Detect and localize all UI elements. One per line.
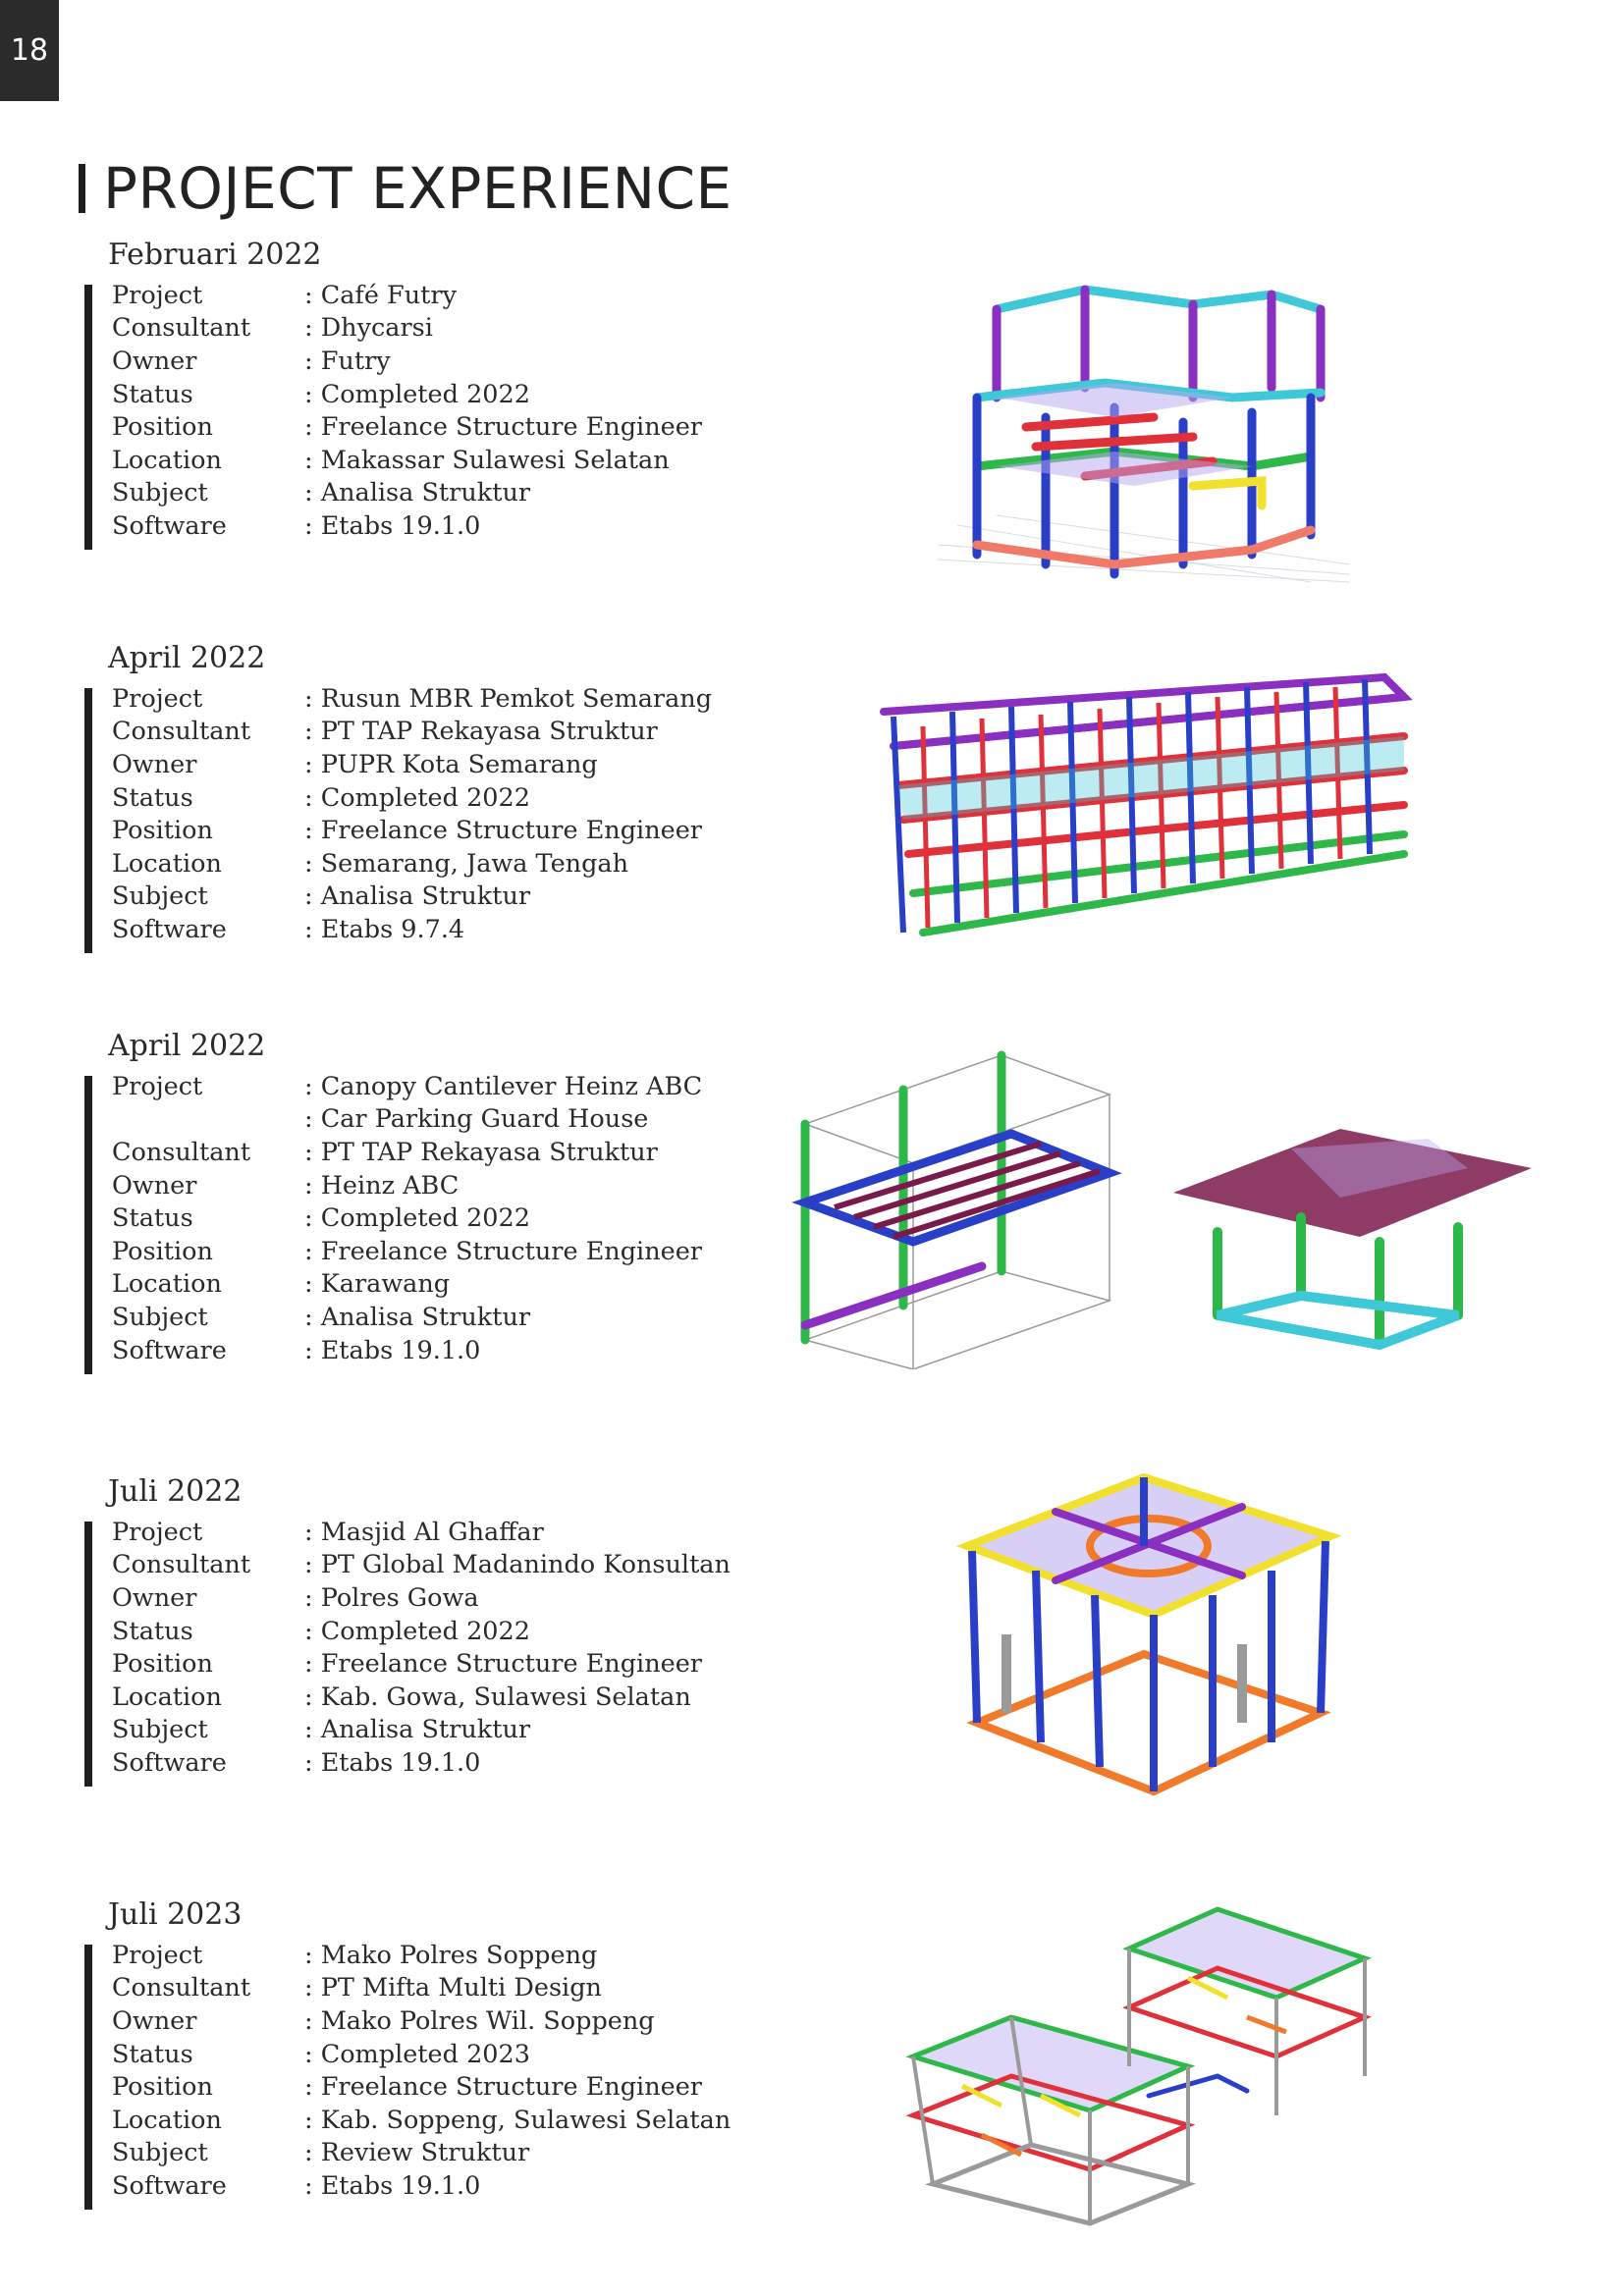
detail-value: : Completed 2022 — [304, 782, 530, 813]
detail-value: : PT TAP Rekayasa Struktur — [304, 717, 658, 747]
detail-value: : Canopy Cantilever Heinz ABC — [304, 1071, 703, 1101]
detail-row — [112, 1334, 702, 1367]
detail-row — [112, 2038, 731, 2071]
detail-row — [112, 1136, 702, 1169]
detail-key: Location — [112, 445, 222, 475]
detail-value: : Mako Polres Soppeng — [304, 1940, 598, 1970]
detail-row — [112, 1939, 731, 1972]
structure-model-image — [938, 250, 1350, 584]
detail-value: : Review Struktur — [304, 2138, 530, 2168]
detail-value: : Freelance Structure Engineer — [304, 1649, 702, 1680]
project-date: Februari 2022 — [108, 238, 322, 272]
detail-key: Status — [112, 379, 193, 409]
detail-value: : Semarang, Jawa Tengah — [304, 848, 629, 879]
detail-value: : Analisa Struktur — [304, 478, 531, 508]
detail-value: : Etabs 19.1.0 — [304, 2170, 481, 2201]
detail-key: Software — [112, 1335, 227, 1365]
detail-key: Position — [112, 1649, 213, 1680]
detail-row — [112, 345, 702, 378]
detail-value: : PT Global Madanindo Konsultan — [304, 1550, 731, 1580]
detail-value: : PUPR Kota Semarang — [304, 749, 598, 779]
detail-key: Subject — [112, 478, 208, 508]
detail-row — [112, 1681, 731, 1714]
detail-key: Position — [112, 816, 213, 846]
detail-value: : Kab. Gowa, Sulawesi Selatan — [304, 1682, 691, 1712]
detail-value: : Analisa Struktur — [304, 881, 531, 912]
detail-row — [112, 1549, 731, 1582]
detail-key: Project — [112, 280, 203, 310]
detail-value: : Mako Polres Wil. Soppeng — [304, 2005, 655, 2036]
detail-row — [112, 1070, 702, 1103]
detail-key: Owner — [112, 346, 197, 376]
project-details — [112, 1939, 731, 2203]
detail-value: : Heinz ABC — [304, 1170, 460, 1201]
detail-row — [112, 410, 702, 444]
detail-value: : Futry — [304, 346, 391, 376]
detail-row — [112, 2004, 731, 2038]
project-date: April 2022 — [108, 641, 266, 675]
detail-row — [112, 1103, 702, 1137]
heading-bar — [79, 164, 85, 213]
detail-key: Owner — [112, 1582, 197, 1613]
detail-key: Project — [112, 1940, 203, 1970]
detail-key: Consultant — [112, 313, 251, 344]
detail-key: Project — [112, 1517, 203, 1547]
detail-key: Consultant — [112, 1973, 251, 2003]
detail-row — [112, 477, 702, 510]
detail-key: Status — [112, 782, 193, 813]
project-rule — [84, 1522, 92, 1787]
detail-value: : Masjid Al Ghaffar — [304, 1517, 544, 1547]
structure-model-image — [893, 1899, 1384, 2263]
project-rule — [84, 688, 92, 953]
detail-value: : Completed 2022 — [304, 1616, 530, 1646]
detail-row — [112, 509, 702, 543]
detail-row — [112, 2070, 731, 2104]
detail-value: : Etabs 19.1.0 — [304, 1335, 481, 1365]
detail-key: Location — [112, 848, 222, 879]
detail-key: Owner — [112, 2005, 197, 2036]
detail-value: : Kab. Soppeng, Sulawesi Selatan — [304, 2105, 731, 2135]
project-rule — [84, 285, 92, 550]
detail-value: : Etabs 19.1.0 — [304, 510, 481, 541]
detail-key: Status — [112, 2039, 193, 2069]
detail-key: Subject — [112, 1302, 208, 1332]
structure-model-image — [918, 1458, 1370, 1821]
detail-key: Consultant — [112, 1550, 251, 1580]
detail-key: Software — [112, 1747, 227, 1778]
detail-row — [112, 1301, 702, 1334]
detail-key: Software — [112, 510, 227, 541]
detail-value: : Analisa Struktur — [304, 1302, 531, 1332]
detail-row — [112, 312, 702, 346]
detail-value: : Completed 2022 — [304, 379, 530, 409]
structure-model-image — [746, 1045, 1139, 1369]
detail-key: Subject — [112, 881, 208, 912]
detail-row — [112, 1615, 731, 1648]
detail-row — [112, 847, 712, 881]
detail-row — [112, 2137, 731, 2170]
detail-row — [112, 1169, 702, 1202]
detail-row — [112, 913, 712, 946]
detail-value: : Etabs 9.7.4 — [304, 914, 465, 944]
detail-value: : Completed 2023 — [304, 2039, 530, 2069]
detail-row — [112, 2104, 731, 2137]
detail-value: : Car Parking Guard House — [304, 1104, 649, 1135]
structure-model-image — [854, 658, 1424, 952]
detail-value: : Rusun MBR Pemkot Semarang — [304, 683, 713, 714]
project-rule — [84, 1945, 92, 2210]
project-details — [112, 1516, 731, 1780]
detail-value: : Freelance Structure Engineer — [304, 816, 702, 846]
project-details — [112, 682, 712, 946]
detail-row — [112, 1714, 731, 1747]
detail-row — [112, 378, 702, 411]
detail-row — [112, 682, 712, 716]
detail-key: Position — [112, 2072, 213, 2103]
detail-row — [112, 1516, 731, 1549]
heading-text: PROJECT EXPERIENCE — [103, 155, 732, 222]
detail-value: : Etabs 19.1.0 — [304, 1747, 481, 1778]
detail-key: Project — [112, 1071, 203, 1101]
detail-key: Position — [112, 1236, 213, 1266]
detail-value: : Freelance Structure Engineer — [304, 1236, 702, 1266]
detail-row — [112, 1201, 702, 1235]
detail-key: Owner — [112, 1170, 197, 1201]
detail-key: Software — [112, 2170, 227, 2201]
detail-value: : PT Mifta Multi Design — [304, 1973, 602, 2003]
detail-key: Status — [112, 1616, 193, 1646]
detail-row — [112, 1581, 731, 1615]
project-details — [112, 279, 702, 543]
detail-value: : Completed 2022 — [304, 1203, 530, 1234]
detail-key: Location — [112, 1682, 222, 1712]
detail-key: Project — [112, 683, 203, 714]
detail-row — [112, 1647, 731, 1681]
project-details — [112, 1070, 702, 1366]
detail-key: Consultant — [112, 1137, 251, 1167]
project-date: Juli 2022 — [108, 1474, 243, 1509]
detail-key: Owner — [112, 749, 197, 779]
detail-value: : PT TAP Rekayasa Struktur — [304, 1137, 658, 1167]
detail-key: Status — [112, 1203, 193, 1234]
detail-key: Subject — [112, 1715, 208, 1745]
page-number: 18 — [0, 0, 59, 101]
detail-row — [112, 881, 712, 914]
project-date: Juli 2023 — [108, 1897, 243, 1932]
detail-value: : Polres Gowa — [304, 1582, 479, 1613]
detail-row — [112, 781, 712, 815]
detail-key: Consultant — [112, 717, 251, 747]
detail-key: Subject — [112, 2138, 208, 2168]
project-rule — [84, 1076, 92, 1374]
detail-value: : Freelance Structure Engineer — [304, 2072, 702, 2103]
detail-value: : Karawang — [304, 1269, 451, 1300]
project-date: April 2022 — [108, 1029, 266, 1063]
detail-key: Location — [112, 1269, 222, 1300]
detail-row — [112, 1972, 731, 2005]
detail-value: : Makassar Sulawesi Selatan — [304, 445, 670, 475]
detail-key: Position — [112, 412, 213, 443]
detail-row — [112, 814, 712, 847]
detail-row — [112, 716, 712, 749]
detail-value: : Freelance Structure Engineer — [304, 412, 702, 443]
detail-value: : Café Futry — [304, 280, 458, 310]
detail-value: : Analisa Struktur — [304, 1715, 531, 1745]
detail-key: Location — [112, 2105, 222, 2135]
detail-value: : Dhycarsi — [304, 313, 433, 344]
detail-row — [112, 279, 702, 312]
detail-row — [112, 2169, 731, 2203]
detail-key: Software — [112, 914, 227, 944]
detail-row — [112, 444, 702, 477]
structure-model-image — [1173, 1119, 1537, 1364]
detail-row — [112, 1235, 702, 1268]
detail-row — [112, 748, 712, 781]
detail-row — [112, 1746, 731, 1780]
detail-row — [112, 1268, 702, 1302]
section-heading — [79, 157, 732, 220]
